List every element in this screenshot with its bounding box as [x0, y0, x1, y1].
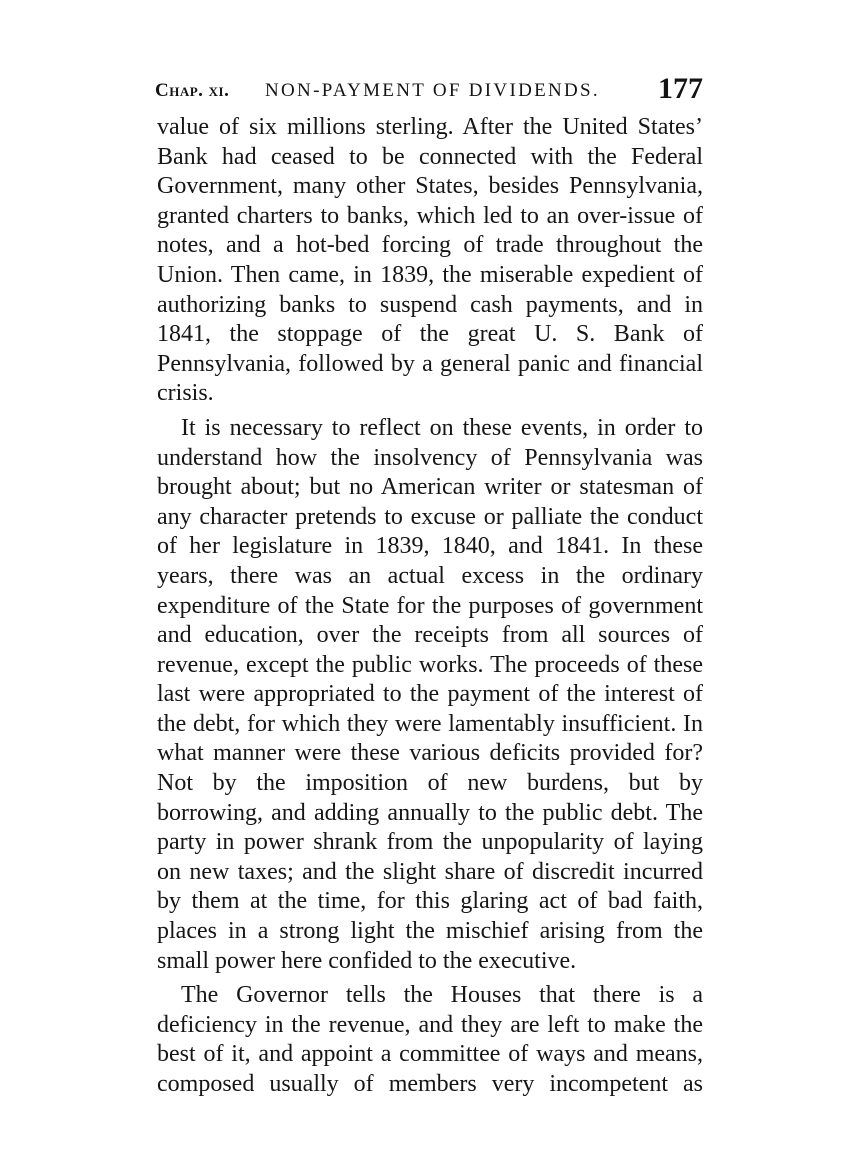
- page-number: 177: [658, 72, 703, 105]
- chapter-label: Chap. xi.: [155, 80, 230, 101]
- paragraph-continued: value of six millions sterling. After the United States’ Bank had ceased to be connected with the Federal Government, many other States, besides Pennsylvania, granted charters to banks, which led to an over-issue of notes, and a hot-bed forcing of trade throughout the Union. Then came, in 1839, the miserable expedient of authorizing banks to suspend cash payments, and in 1841, the stoppage of the great U. S. Bank of Pennsylvania, followed by a general panic and financial crisis.: [157, 114, 703, 407]
- body-text: [157, 113, 703, 1105]
- running-title: NON-PAYMENT OF DIVIDENDS.: [265, 80, 600, 101]
- paragraph: It is necessary to reflect on these events, in order to understand how the insolvency of Pennsylvania was brought about; but no American writer or statesman of any character pretends to excuse or palliate the conduct of her legislature in 1839, 1840, and 1841. In these years, there was an actual excess in the ordinary expenditure of the State for the purposes of government and education, over the receipts from all sources of revenue, except the public works. The proceeds of these last were appropriated to the payment of the interest of the debt, for which they were lamentably insufficient. In what manner were these various deficits provided for? Not by the imposition of new burdens, but by borrowing, and adding annually to the public debt. The party in power shrank from the unpopularity of laying on new taxes; and the slight share of discredit incurred by them at the time, for this glaring act of bad faith, places in a strong light the mischief arising from the small power here confided to the executive.: [157, 414, 703, 974]
- paragraph: The Governor tells the Houses that there is a deficiency in the revenue, and they are left to make the best of it, and appoint a committee of ways and means, composed usually of members very incompetent as: [157, 982, 703, 1097]
- running-head: [155, 68, 703, 108]
